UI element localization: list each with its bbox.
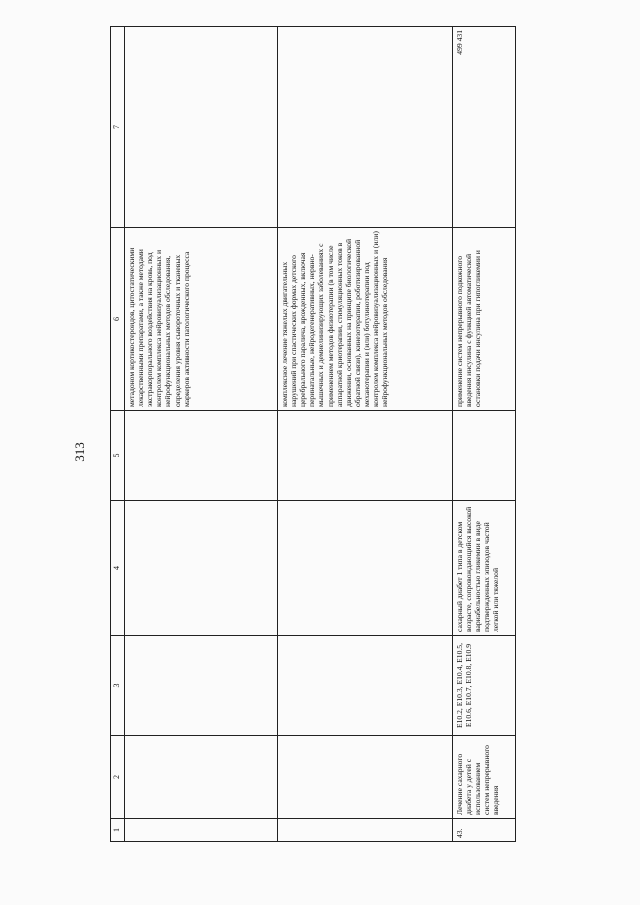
header-cell: 6 — [111, 228, 125, 411]
row-number: 43. — [453, 819, 516, 842]
header-cell: 3 — [111, 636, 125, 736]
table-header-row — [111, 27, 125, 842]
header-cell: 4 — [111, 501, 125, 636]
table-row — [125, 27, 278, 842]
header-cell: 1 — [111, 819, 125, 842]
header-cell: 7 — [111, 27, 125, 228]
icd-codes: E10.2, E10.3, E10.4, E10.5, E10.6, E10.7, E10.8, E10.9 — [453, 636, 516, 736]
method-cell: применение систем непрерывного подкожного введения инсулина с функцией автоматической остановки подачи инсулина при гипогликемии и — [453, 228, 516, 411]
method-cell: комплексное лечение тяжелых двигательных нарушений при спастических формах детского церебрального паралича, врожденных, включая перинатальные, нейродегенеративных, нервно-мышечных и демиелинизирующих заболеваниях с применением методов физиотерапии (в том числе аппаратной криотерапии, стимуляционных токов в движении, основанных на принципе биологической обратной связи), кинезотерапии, роботизированной механотерапии и (или) ботулинотерапии под контролем комплекса нейровизуализационных и (или) нейрофункциональных методов обследования — [278, 228, 453, 411]
price-cell: 499 431 — [453, 27, 516, 228]
method-cell: метадоном кортикостероидов, цитостатическими лекарственными препаратами, а также методами экстракорпорального воздействия на кровь, под контролем комплекса нейровизуализационных и нейрофункциональных методов обследования, определения уровня сывороточных и тканевых маркеров активности патологического процесса — [125, 228, 278, 411]
page-number: 313 — [72, 442, 87, 462]
table-row — [278, 27, 453, 842]
header-cell: 5 — [111, 411, 125, 501]
rotated-document — [72, 30, 530, 842]
table-row — [453, 27, 516, 842]
treatment-name: Лечение сахарного диабета у детей с использованием систем непрерывного введения — [453, 736, 516, 819]
procedures-table — [110, 26, 516, 842]
header-cell: 2 — [111, 736, 125, 819]
patient-model: сахарный диабет 1 типа в детском возрасте, сопровождающийся высокой вариабельностью гликемии в виде подтвержденных эпизодов частой легкой или тяжелой — [453, 501, 516, 636]
